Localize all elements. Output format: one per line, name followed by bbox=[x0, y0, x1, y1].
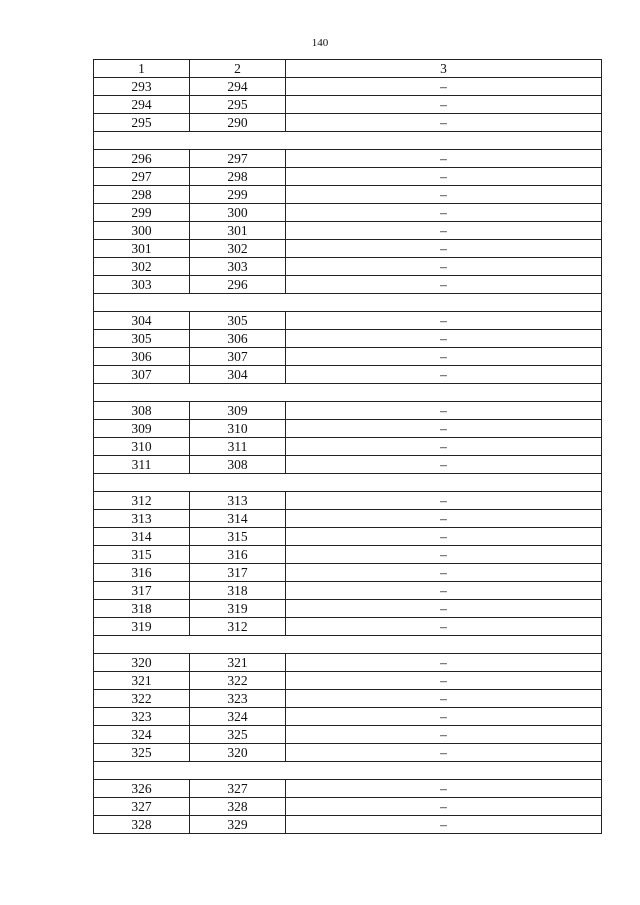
table-row bbox=[94, 582, 602, 600]
table-row bbox=[94, 348, 602, 366]
table-cell-col2: 321 bbox=[190, 654, 286, 672]
table-row bbox=[94, 816, 602, 834]
table-cell-col2: 327 bbox=[190, 780, 286, 798]
table-cell-col2: 322 bbox=[190, 672, 286, 690]
table-cell-col1: 327 bbox=[94, 798, 190, 816]
table-cell-col3: – bbox=[286, 546, 602, 564]
separator-cell bbox=[94, 294, 602, 312]
table-row bbox=[94, 780, 602, 798]
table-row bbox=[94, 258, 602, 276]
table-cell-col3: – bbox=[286, 510, 602, 528]
table-cell-col2: 310 bbox=[190, 420, 286, 438]
table-cell-col3: – bbox=[286, 726, 602, 744]
table-cell-col2: 312 bbox=[190, 618, 286, 636]
table-cell-col2: 304 bbox=[190, 366, 286, 384]
table-row bbox=[94, 654, 602, 672]
table-separator-row bbox=[94, 384, 602, 402]
table-cell-col3: – bbox=[286, 690, 602, 708]
table-row bbox=[94, 402, 602, 420]
table-cell-col2: 317 bbox=[190, 564, 286, 582]
table-header-row bbox=[94, 60, 602, 78]
table-cell-col3: – bbox=[286, 798, 602, 816]
table-cell-col2: 297 bbox=[190, 150, 286, 168]
table-cell-col1: 303 bbox=[94, 276, 190, 294]
table-separator-row bbox=[94, 636, 602, 654]
table-cell-col2: 314 bbox=[190, 510, 286, 528]
column-header: 3 bbox=[286, 60, 602, 78]
table-cell-col3: – bbox=[286, 330, 602, 348]
table-cell-col3: – bbox=[286, 222, 602, 240]
table-cell-col3: – bbox=[286, 654, 602, 672]
table-cell-col1: 297 bbox=[94, 168, 190, 186]
table-row bbox=[94, 510, 602, 528]
table-cell-col3: – bbox=[286, 402, 602, 420]
table-cell-col1: 301 bbox=[94, 240, 190, 258]
table-cell-col3: – bbox=[286, 816, 602, 834]
table-cell-col1: 326 bbox=[94, 780, 190, 798]
table-cell-col1: 321 bbox=[94, 672, 190, 690]
table-row bbox=[94, 726, 602, 744]
page-number: 140 bbox=[311, 37, 329, 49]
table-cell-col1: 328 bbox=[94, 816, 190, 834]
table-cell-col3: – bbox=[286, 528, 602, 546]
table-cell-col2: 329 bbox=[190, 816, 286, 834]
table-body bbox=[94, 78, 602, 834]
table-row bbox=[94, 168, 602, 186]
table-cell-col2: 328 bbox=[190, 798, 286, 816]
table-cell-col2: 311 bbox=[190, 438, 286, 456]
table-row bbox=[94, 240, 602, 258]
table-cell-col3: – bbox=[286, 366, 602, 384]
table-cell-col3: – bbox=[286, 312, 602, 330]
table-cell-col1: 313 bbox=[94, 510, 190, 528]
table-row bbox=[94, 456, 602, 474]
table-cell-col3: – bbox=[286, 708, 602, 726]
table-cell-col3: – bbox=[286, 420, 602, 438]
table-cell-col1: 309 bbox=[94, 420, 190, 438]
table-cell-col1: 305 bbox=[94, 330, 190, 348]
table-cell-col1: 308 bbox=[94, 402, 190, 420]
table-row bbox=[94, 366, 602, 384]
table-row bbox=[94, 600, 602, 618]
table-cell-col3: – bbox=[286, 456, 602, 474]
table-row bbox=[94, 186, 602, 204]
table-cell-col1: 324 bbox=[94, 726, 190, 744]
table-cell-col2: 299 bbox=[190, 186, 286, 204]
table-cell-col1: 300 bbox=[94, 222, 190, 240]
table-row bbox=[94, 564, 602, 582]
table-cell-col1: 304 bbox=[94, 312, 190, 330]
table-row bbox=[94, 546, 602, 564]
table-cell-col3: – bbox=[286, 276, 602, 294]
table-cell-col1: 316 bbox=[94, 564, 190, 582]
table-cell-col1: 293 bbox=[94, 78, 190, 96]
table-cell-col1: 296 bbox=[94, 150, 190, 168]
table-cell-col1: 294 bbox=[94, 96, 190, 114]
table-cell-col3: – bbox=[286, 240, 602, 258]
table-cell-col3: – bbox=[286, 204, 602, 222]
table-cell-col1: 311 bbox=[94, 456, 190, 474]
table-cell-col1: 299 bbox=[94, 204, 190, 222]
table-cell-col1: 314 bbox=[94, 528, 190, 546]
separator-cell bbox=[94, 384, 602, 402]
table-row bbox=[94, 618, 602, 636]
table-row bbox=[94, 150, 602, 168]
table-cell-col3: – bbox=[286, 168, 602, 186]
table-cell-col2: 316 bbox=[190, 546, 286, 564]
table-cell-col3: – bbox=[286, 150, 602, 168]
table-cell-col2: 320 bbox=[190, 744, 286, 762]
table-cell-col2: 300 bbox=[190, 204, 286, 222]
table-row bbox=[94, 528, 602, 546]
table-cell-col2: 315 bbox=[190, 528, 286, 546]
table-cell-col3: – bbox=[286, 672, 602, 690]
table-row bbox=[94, 438, 602, 456]
table-cell-col1: 323 bbox=[94, 708, 190, 726]
table-cell-col2: 295 bbox=[190, 96, 286, 114]
table-cell-col3: – bbox=[286, 186, 602, 204]
table-cell-col1: 320 bbox=[94, 654, 190, 672]
table-cell-col2: 324 bbox=[190, 708, 286, 726]
table-cell-col2: 303 bbox=[190, 258, 286, 276]
data-table bbox=[93, 59, 602, 834]
table-row bbox=[94, 222, 602, 240]
table-cell-col1: 318 bbox=[94, 600, 190, 618]
table-row bbox=[94, 744, 602, 762]
table-cell-col2: 301 bbox=[190, 222, 286, 240]
table-cell-col3: – bbox=[286, 564, 602, 582]
table-cell-col1: 325 bbox=[94, 744, 190, 762]
table-cell-col2: 296 bbox=[190, 276, 286, 294]
table-cell-col3: – bbox=[286, 348, 602, 366]
table-row bbox=[94, 330, 602, 348]
table-cell-col2: 294 bbox=[190, 78, 286, 96]
table-row bbox=[94, 204, 602, 222]
table-row bbox=[94, 708, 602, 726]
table-cell-col3: – bbox=[286, 618, 602, 636]
separator-cell bbox=[94, 132, 602, 150]
table-cell-col3: – bbox=[286, 258, 602, 276]
table-separator-row bbox=[94, 762, 602, 780]
table-cell-col2: 307 bbox=[190, 348, 286, 366]
table-cell-col1: 322 bbox=[94, 690, 190, 708]
table-row bbox=[94, 492, 602, 510]
table-cell-col1: 306 bbox=[94, 348, 190, 366]
table-cell-col3: – bbox=[286, 744, 602, 762]
column-header: 1 bbox=[94, 60, 190, 78]
table-row bbox=[94, 114, 602, 132]
table-cell-col2: 298 bbox=[190, 168, 286, 186]
table-cell-col3: – bbox=[286, 114, 602, 132]
table-cell-col1: 312 bbox=[94, 492, 190, 510]
table-cell-col3: – bbox=[286, 492, 602, 510]
table-cell-col3: – bbox=[286, 600, 602, 618]
table-cell-col1: 319 bbox=[94, 618, 190, 636]
separator-cell bbox=[94, 636, 602, 654]
table-row bbox=[94, 798, 602, 816]
table-cell-col3: – bbox=[286, 78, 602, 96]
table-cell-col2: 302 bbox=[190, 240, 286, 258]
separator-cell bbox=[94, 762, 602, 780]
table-cell-col1: 302 bbox=[94, 258, 190, 276]
table-separator-row bbox=[94, 294, 602, 312]
table-cell-col3: – bbox=[286, 582, 602, 600]
table-cell-col2: 290 bbox=[190, 114, 286, 132]
table-cell-col2: 306 bbox=[190, 330, 286, 348]
table-row bbox=[94, 96, 602, 114]
table-cell-col1: 315 bbox=[94, 546, 190, 564]
column-header: 2 bbox=[190, 60, 286, 78]
table-separator-row bbox=[94, 132, 602, 150]
table-cell-col2: 323 bbox=[190, 690, 286, 708]
table-row bbox=[94, 78, 602, 96]
table-row bbox=[94, 276, 602, 294]
table-cell-col1: 295 bbox=[94, 114, 190, 132]
table-cell-col1: 298 bbox=[94, 186, 190, 204]
table-cell-col2: 313 bbox=[190, 492, 286, 510]
table-cell-col3: – bbox=[286, 96, 602, 114]
table-cell-col1: 317 bbox=[94, 582, 190, 600]
table-cell-col2: 319 bbox=[190, 600, 286, 618]
table-cell-col3: – bbox=[286, 780, 602, 798]
table-cell-col3: – bbox=[286, 438, 602, 456]
table-cell-col1: 310 bbox=[94, 438, 190, 456]
table-cell-col1: 307 bbox=[94, 366, 190, 384]
table-row bbox=[94, 420, 602, 438]
table-separator-row bbox=[94, 474, 602, 492]
table-cell-col2: 305 bbox=[190, 312, 286, 330]
table-row bbox=[94, 312, 602, 330]
separator-cell bbox=[94, 474, 602, 492]
table-cell-col2: 318 bbox=[190, 582, 286, 600]
table-cell-col2: 308 bbox=[190, 456, 286, 474]
table-row bbox=[94, 690, 602, 708]
table-row bbox=[94, 672, 602, 690]
table-cell-col2: 309 bbox=[190, 402, 286, 420]
table-cell-col2: 325 bbox=[190, 726, 286, 744]
